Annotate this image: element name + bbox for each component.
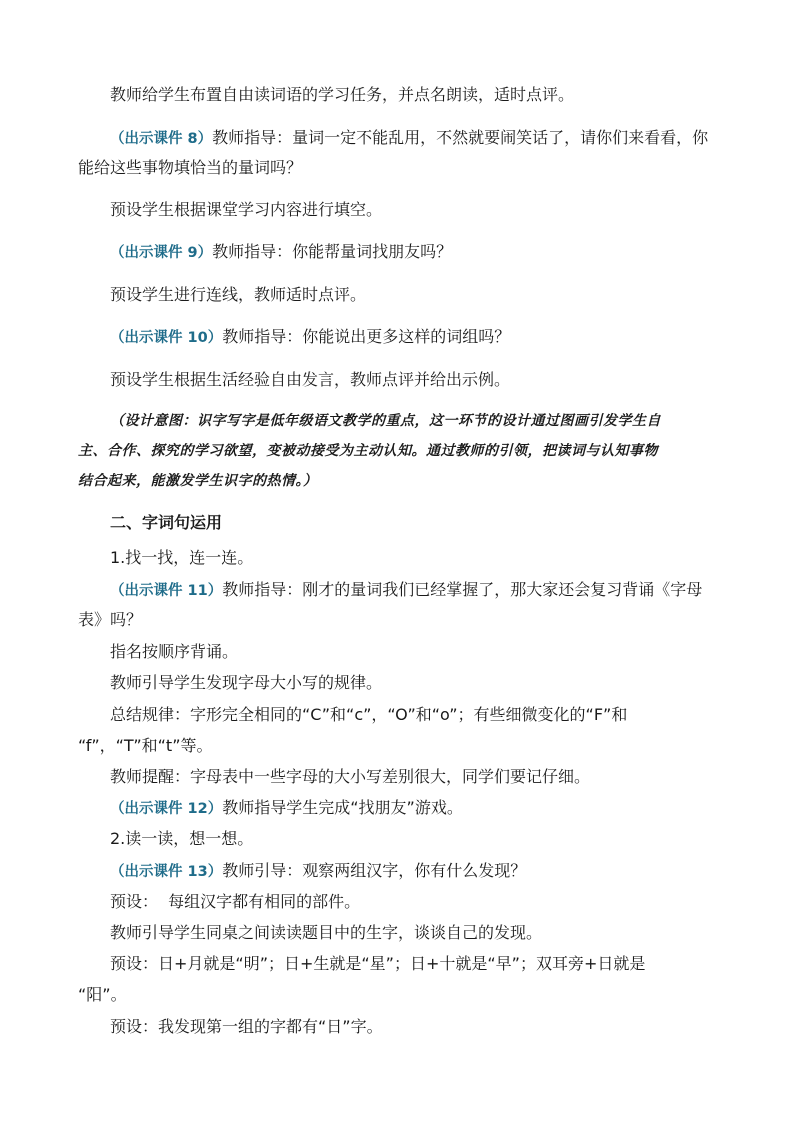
courseware-tag: （出示课件 9） [110, 245, 213, 261]
paragraph-continuation: 表》吗？ [78, 610, 143, 629]
courseware-tag: （出示课件 10） [110, 330, 223, 346]
paragraph-task: 教师给学生布置自由读词语的学习任务，并点名朗读，适时点评。 [110, 85, 575, 104]
paragraph-courseware-12 [78, 793, 718, 824]
paragraph-text: 教师指导：你能帮量词找朋友吗？ [212, 242, 453, 261]
paragraph-preset-link: 预设学生进行连线，教师适时点评。 [110, 285, 367, 304]
paragraph-text: 教师指导：刚才的量词我们已经掌握了，那大家还会复习背诵《字母 [222, 580, 703, 599]
paragraph-preset-speak: 预设学生根据生活经验自由发言，教师点评并给出示例。 [110, 370, 511, 389]
paragraph-text: 教师指导：你能说出更多这样的词组吗？ [222, 327, 511, 346]
paragraph-summary: 总结规律：字形完全相同的“C”和“c”，“O”和“o”；有些细微变化的“F”和 [110, 705, 628, 724]
exercise-1-title: 1.找一找，连一连。 [110, 548, 254, 567]
paragraph-preset-parts: 预设： 每组汉字都有相同的部件。 [110, 892, 361, 911]
paragraph-courseware-10 [78, 322, 718, 353]
paragraph-reminder: 教师提醒：字母表中一些字母的大小写差别很大，同学们要记仔细。 [110, 767, 591, 786]
paragraph-continuation: “阳”。 [78, 985, 127, 1004]
paragraph-text: 教师指导：量词一定不能乱用，不然就要闹笑话了，请你们来看看，你 [212, 128, 709, 147]
exercise-2-title: 2.读一读，想一想。 [110, 829, 254, 848]
paragraph-preset-sun: 预设：我发现第一组的字都有“日”字。 [110, 1017, 383, 1036]
paragraph-preset-compose: 预设：日+月就是“明”；日+生就是“星”；日+十就是“早”；双耳旁+日就是 [110, 954, 646, 973]
courseware-tag: （出示课件 8） [110, 131, 213, 147]
paragraph-courseware-9 [78, 237, 718, 268]
design-intent-line: 结合起来，能激发学生识字的热情。） [78, 473, 318, 489]
courseware-tag: （出示课件 13） [110, 864, 223, 880]
paragraph-courseware-11 [78, 575, 718, 606]
courseware-tag: （出示课件 12） [110, 801, 223, 817]
paragraph-courseware-13 [78, 856, 718, 887]
paragraph-courseware-8 [78, 123, 718, 154]
paragraph-text: 教师引导：观察两组汉字，你有什么发现？ [222, 861, 527, 880]
section-heading: 二、字词句运用 [110, 513, 223, 532]
paragraph-continuation: 能给这些事物填恰当的量词吗？ [78, 158, 303, 177]
paragraph-continuation: “f”，“T”和“t”等。 [78, 736, 213, 755]
paragraph-text: 教师指导学生完成“找朋友”游戏。 [222, 798, 463, 817]
design-intent-line: （设计意图：识字写字是低年级语文教学的重点，这一环节的设计通过图画引发学生自 [110, 413, 661, 429]
paragraph-guide-desk: 教师引导学生同桌之间读读题目中的生字，谈谈自己的发现。 [110, 923, 543, 942]
courseware-tag: （出示课件 11） [110, 583, 223, 599]
paragraph-guide-case: 教师引导学生发现字母大小写的规律。 [110, 673, 383, 692]
paragraph-preset-fill: 预设学生根据课堂学习内容进行填空。 [110, 200, 383, 219]
paragraph-recite: 指名按顺序背诵。 [110, 642, 239, 661]
design-intent-line: 主、合作、探究的学习欲望，变被动接受为主动认知。通过教师的引领，把读词与认知事物 [78, 443, 658, 459]
